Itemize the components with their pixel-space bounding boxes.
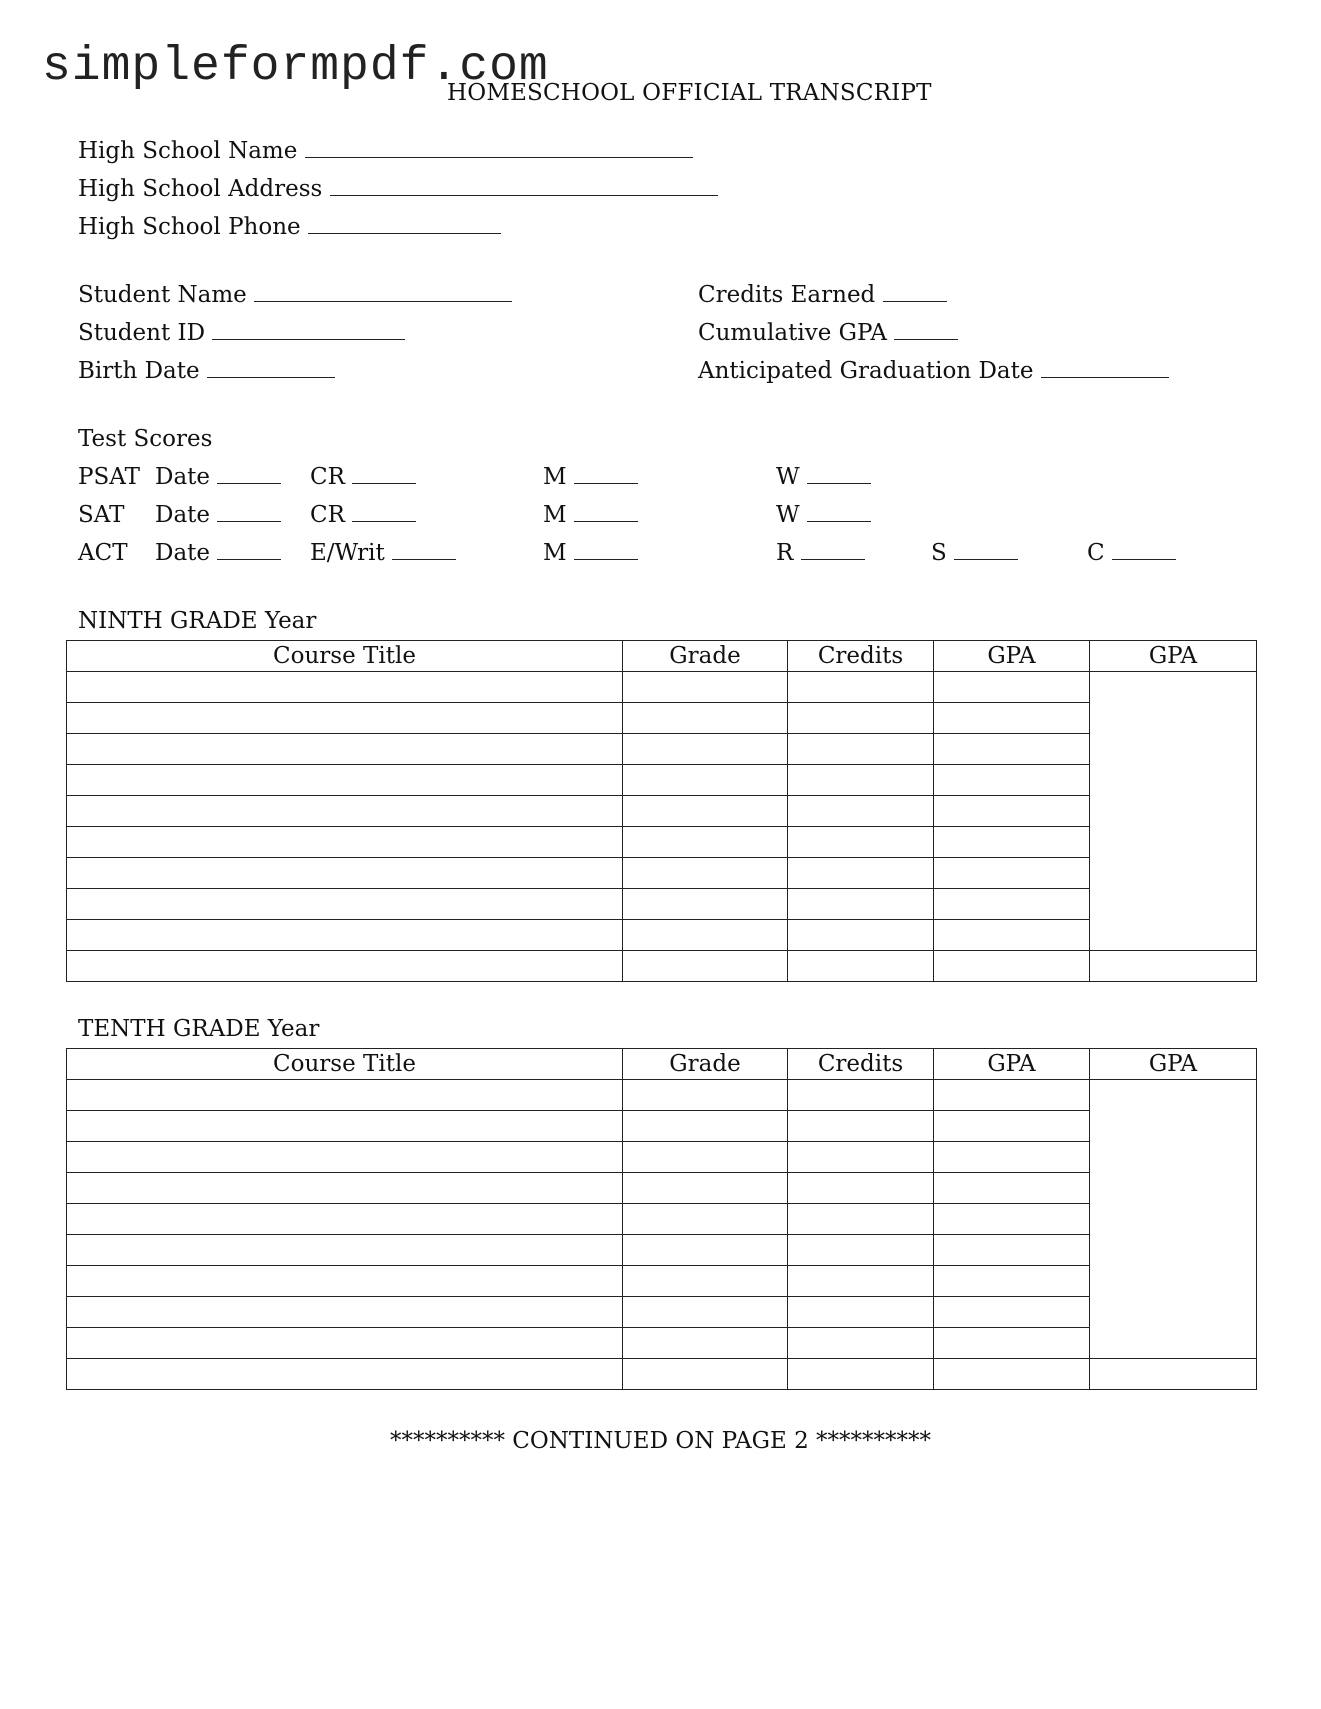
- course-title-cell[interactable]: [67, 734, 623, 765]
- high-school-phone-field[interactable]: [78, 214, 501, 240]
- credits-cell[interactable]: [788, 1328, 934, 1359]
- student-id-label: Student ID: [78, 320, 206, 346]
- sat-w-line: [807, 520, 871, 522]
- ninth-grade-table: [66, 640, 1257, 982]
- course-title-cell[interactable]: [67, 1266, 623, 1297]
- act-s-line: [954, 558, 1018, 560]
- psat-cr-field[interactable]: [310, 464, 416, 490]
- course-title-cell[interactable]: [67, 1204, 623, 1235]
- course-title-cell[interactable]: [67, 1297, 623, 1328]
- gpa-summary-blank: [1090, 1080, 1257, 1359]
- credits-cell[interactable]: [788, 1111, 934, 1142]
- gpa-cell[interactable]: [934, 796, 1090, 827]
- gpa-summary-cell[interactable]: [1090, 951, 1257, 982]
- cumulative-gpa-field[interactable]: [698, 320, 958, 346]
- sat-w-label: W: [776, 502, 800, 528]
- gpa-summary-header: GPA: [1090, 641, 1257, 672]
- credits-cell[interactable]: [788, 703, 934, 734]
- graduation-date-line: [1041, 376, 1169, 378]
- birth-date-label: Birth Date: [78, 358, 200, 384]
- course-title-cell[interactable]: [67, 1328, 623, 1359]
- act-label: ACT: [78, 540, 128, 566]
- cumulative-gpa-label: Cumulative GPA: [698, 320, 887, 346]
- credits-cell[interactable]: [788, 920, 934, 951]
- course-title-cell[interactable]: [67, 765, 623, 796]
- course-title-header: Course Title: [67, 641, 623, 672]
- sat-w-field[interactable]: [776, 502, 871, 528]
- gpa-cell[interactable]: [934, 703, 1090, 734]
- credits-cell[interactable]: [788, 1173, 934, 1204]
- credits-cell[interactable]: [788, 889, 934, 920]
- table-row: [67, 1328, 1257, 1359]
- student-name-line: [254, 300, 512, 302]
- gpa-cell[interactable]: [934, 1142, 1090, 1173]
- credits-earned-field[interactable]: [698, 282, 947, 308]
- graduation-date-field[interactable]: [698, 358, 1169, 384]
- act-m-field[interactable]: [543, 540, 638, 566]
- gpa-summary-cell[interactable]: [1090, 1359, 1257, 1390]
- high-school-phone-label: High School Phone: [78, 214, 301, 240]
- gpa-cell[interactable]: [934, 1111, 1090, 1142]
- high-school-name-label: High School Name: [78, 138, 298, 164]
- grade-cell[interactable]: [623, 1297, 788, 1328]
- grade-cell[interactable]: [623, 827, 788, 858]
- grade-cell[interactable]: [623, 1142, 788, 1173]
- table-row: [67, 1204, 1257, 1235]
- course-title-cell[interactable]: [67, 796, 623, 827]
- student-id-field[interactable]: [78, 320, 405, 346]
- high-school-phone-line: [308, 232, 501, 234]
- table-row: [67, 1142, 1257, 1173]
- grade-cell[interactable]: [623, 1359, 788, 1390]
- course-title-cell[interactable]: [67, 889, 623, 920]
- credits-header: Credits: [788, 641, 934, 672]
- student-id-line: [212, 338, 405, 340]
- grade-cell[interactable]: [623, 734, 788, 765]
- gpa-summary-blank: [1090, 672, 1257, 951]
- psat-m-line: [574, 482, 638, 484]
- credits-cell[interactable]: [788, 827, 934, 858]
- psat-m-field[interactable]: [543, 464, 638, 490]
- psat-date-line: [217, 482, 281, 484]
- tenth-grade-table: [66, 1048, 1257, 1390]
- table-row: [67, 1266, 1257, 1297]
- table-row: [67, 1111, 1257, 1142]
- grade-cell[interactable]: [623, 1111, 788, 1142]
- table-row: [67, 1173, 1257, 1204]
- gpa-cell[interactable]: [934, 1204, 1090, 1235]
- gpa-cell[interactable]: [934, 1328, 1090, 1359]
- act-c-label: C: [1087, 540, 1105, 566]
- act-s-field[interactable]: [931, 540, 1018, 566]
- grade-header: Grade: [623, 641, 788, 672]
- grade-cell[interactable]: [623, 796, 788, 827]
- table-row: [67, 1080, 1257, 1111]
- table-row: [67, 1235, 1257, 1266]
- course-title-cell[interactable]: [67, 1111, 623, 1142]
- psat-m-label: M: [543, 464, 567, 490]
- graduation-date-label: Anticipated Graduation Date: [698, 358, 1034, 384]
- course-title-cell[interactable]: [67, 1080, 623, 1111]
- grade-cell[interactable]: [623, 1328, 788, 1359]
- grade-cell[interactable]: [623, 858, 788, 889]
- gpa-cell[interactable]: [934, 951, 1090, 982]
- credits-cell[interactable]: [788, 1235, 934, 1266]
- sat-m-field[interactable]: [543, 502, 638, 528]
- act-date-line: [217, 558, 281, 560]
- act-r-field[interactable]: [776, 540, 865, 566]
- table-row: [67, 765, 1257, 796]
- grade-cell[interactable]: [623, 765, 788, 796]
- credits-cell[interactable]: [788, 796, 934, 827]
- high-school-name-line: [305, 156, 693, 158]
- act-date-label: Date: [155, 540, 211, 566]
- credits-cell[interactable]: [788, 672, 934, 703]
- table-row: [67, 703, 1257, 734]
- credits-cell[interactable]: [788, 1142, 934, 1173]
- grade-cell[interactable]: [623, 889, 788, 920]
- credits-earned-line: [883, 300, 947, 302]
- cumulative-gpa-line: [894, 338, 958, 340]
- act-m-line: [574, 558, 638, 560]
- psat-w-line: [807, 482, 871, 484]
- gpa-cell[interactable]: [934, 1297, 1090, 1328]
- tenth-grade-header-row: [67, 1049, 1257, 1080]
- course-title-cell[interactable]: [67, 858, 623, 889]
- act-r-label: R: [776, 540, 794, 566]
- credits-cell[interactable]: [788, 1266, 934, 1297]
- table-row: [67, 796, 1257, 827]
- course-title-cell[interactable]: [67, 1173, 623, 1204]
- course-title-header: Course Title: [67, 1049, 623, 1080]
- grade-cell[interactable]: [623, 703, 788, 734]
- gpa-header: GPA: [934, 641, 1090, 672]
- act-m-label: M: [543, 540, 567, 566]
- student-name-label: Student Name: [78, 282, 247, 308]
- gpa-cell[interactable]: [934, 889, 1090, 920]
- birth-date-field[interactable]: [78, 358, 335, 384]
- sat-cr-field[interactable]: [310, 502, 416, 528]
- sat-label: SAT: [78, 502, 125, 528]
- high-school-address-line: [330, 194, 718, 196]
- gpa-cell[interactable]: [934, 734, 1090, 765]
- gpa-header: GPA: [934, 1049, 1090, 1080]
- credits-cell[interactable]: [788, 765, 934, 796]
- credits-cell[interactable]: [788, 1080, 934, 1111]
- credits-cell[interactable]: [788, 1359, 934, 1390]
- table-row: [67, 1359, 1257, 1390]
- high-school-address-field[interactable]: [78, 176, 718, 202]
- act-ewrit-field[interactable]: [310, 540, 456, 566]
- psat-cr-label: CR: [310, 464, 345, 490]
- grade-cell[interactable]: [623, 1235, 788, 1266]
- credits-earned-label: Credits Earned: [698, 282, 876, 308]
- psat-label: PSAT: [78, 464, 140, 490]
- course-title-cell[interactable]: [67, 672, 623, 703]
- sat-date-line: [217, 520, 281, 522]
- psat-w-label: W: [776, 464, 800, 490]
- gpa-summary-header: GPA: [1090, 1049, 1257, 1080]
- act-ewrit-line: [392, 558, 456, 560]
- gpa-cell[interactable]: [934, 858, 1090, 889]
- credits-cell[interactable]: [788, 951, 934, 982]
- test-scores-heading: Test Scores: [78, 426, 213, 452]
- student-name-field[interactable]: [78, 282, 512, 308]
- course-title-cell[interactable]: [67, 920, 623, 951]
- gpa-cell[interactable]: [934, 1173, 1090, 1204]
- table-row: [67, 1297, 1257, 1328]
- gpa-cell[interactable]: [934, 1359, 1090, 1390]
- credits-cell[interactable]: [788, 1204, 934, 1235]
- grade-cell[interactable]: [623, 1080, 788, 1111]
- gpa-cell[interactable]: [934, 672, 1090, 703]
- document-title: HOMESCHOOL OFFICIAL TRANSCRIPT: [447, 80, 932, 106]
- grade-header: Grade: [623, 1049, 788, 1080]
- credits-cell[interactable]: [788, 734, 934, 765]
- table-row: [67, 734, 1257, 765]
- ninth-grade-header-row: [67, 641, 1257, 672]
- psat-date-field[interactable]: [155, 464, 281, 490]
- gpa-cell[interactable]: [934, 1266, 1090, 1297]
- course-title-cell[interactable]: [67, 951, 623, 982]
- sat-m-line: [574, 520, 638, 522]
- gpa-cell[interactable]: [934, 1235, 1090, 1266]
- act-ewrit-label: E/Writ: [310, 540, 385, 566]
- act-s-label: S: [931, 540, 947, 566]
- grade-cell[interactable]: [623, 1204, 788, 1235]
- psat-cr-line: [352, 482, 416, 484]
- sat-m-label: M: [543, 502, 567, 528]
- psat-date-label: Date: [155, 464, 211, 490]
- gpa-cell[interactable]: [934, 920, 1090, 951]
- act-date-field[interactable]: [155, 540, 281, 566]
- act-r-line: [801, 558, 865, 560]
- watermark: simpleformpdf.com: [42, 40, 549, 94]
- table-row: [67, 672, 1257, 703]
- grade-cell[interactable]: [623, 920, 788, 951]
- course-title-cell[interactable]: [67, 827, 623, 858]
- grade-cell[interactable]: [623, 1266, 788, 1297]
- sat-date-field[interactable]: [155, 502, 281, 528]
- grade-cell[interactable]: [623, 672, 788, 703]
- table-row: [67, 920, 1257, 951]
- high-school-name-field[interactable]: [78, 138, 693, 164]
- table-row: [67, 858, 1257, 889]
- gpa-cell[interactable]: [934, 1080, 1090, 1111]
- table-row: [67, 951, 1257, 982]
- table-row: [67, 827, 1257, 858]
- sat-cr-label: CR: [310, 502, 345, 528]
- sat-cr-line: [352, 520, 416, 522]
- course-title-cell[interactable]: [67, 1359, 623, 1390]
- gpa-cell[interactable]: [934, 765, 1090, 796]
- credits-header: Credits: [788, 1049, 934, 1080]
- birth-date-line: [207, 376, 335, 378]
- course-title-cell[interactable]: [67, 703, 623, 734]
- continued-note: ********** CONTINUED ON PAGE 2 **********: [389, 1428, 932, 1454]
- tenth-grade-heading: TENTH GRADE Year: [78, 1016, 320, 1042]
- psat-w-field[interactable]: [776, 464, 871, 490]
- credits-cell[interactable]: [788, 1297, 934, 1328]
- gpa-cell[interactable]: [934, 827, 1090, 858]
- course-title-cell[interactable]: [67, 1235, 623, 1266]
- ninth-grade-heading: NINTH GRADE Year: [78, 608, 317, 634]
- grade-cell[interactable]: [623, 1173, 788, 1204]
- table-row: [67, 889, 1257, 920]
- sat-date-label: Date: [155, 502, 211, 528]
- high-school-address-label: High School Address: [78, 176, 323, 202]
- act-c-line: [1112, 558, 1176, 560]
- grade-cell[interactable]: [623, 951, 788, 982]
- credits-cell[interactable]: [788, 858, 934, 889]
- act-c-field[interactable]: [1087, 540, 1176, 566]
- course-title-cell[interactable]: [67, 1142, 623, 1173]
